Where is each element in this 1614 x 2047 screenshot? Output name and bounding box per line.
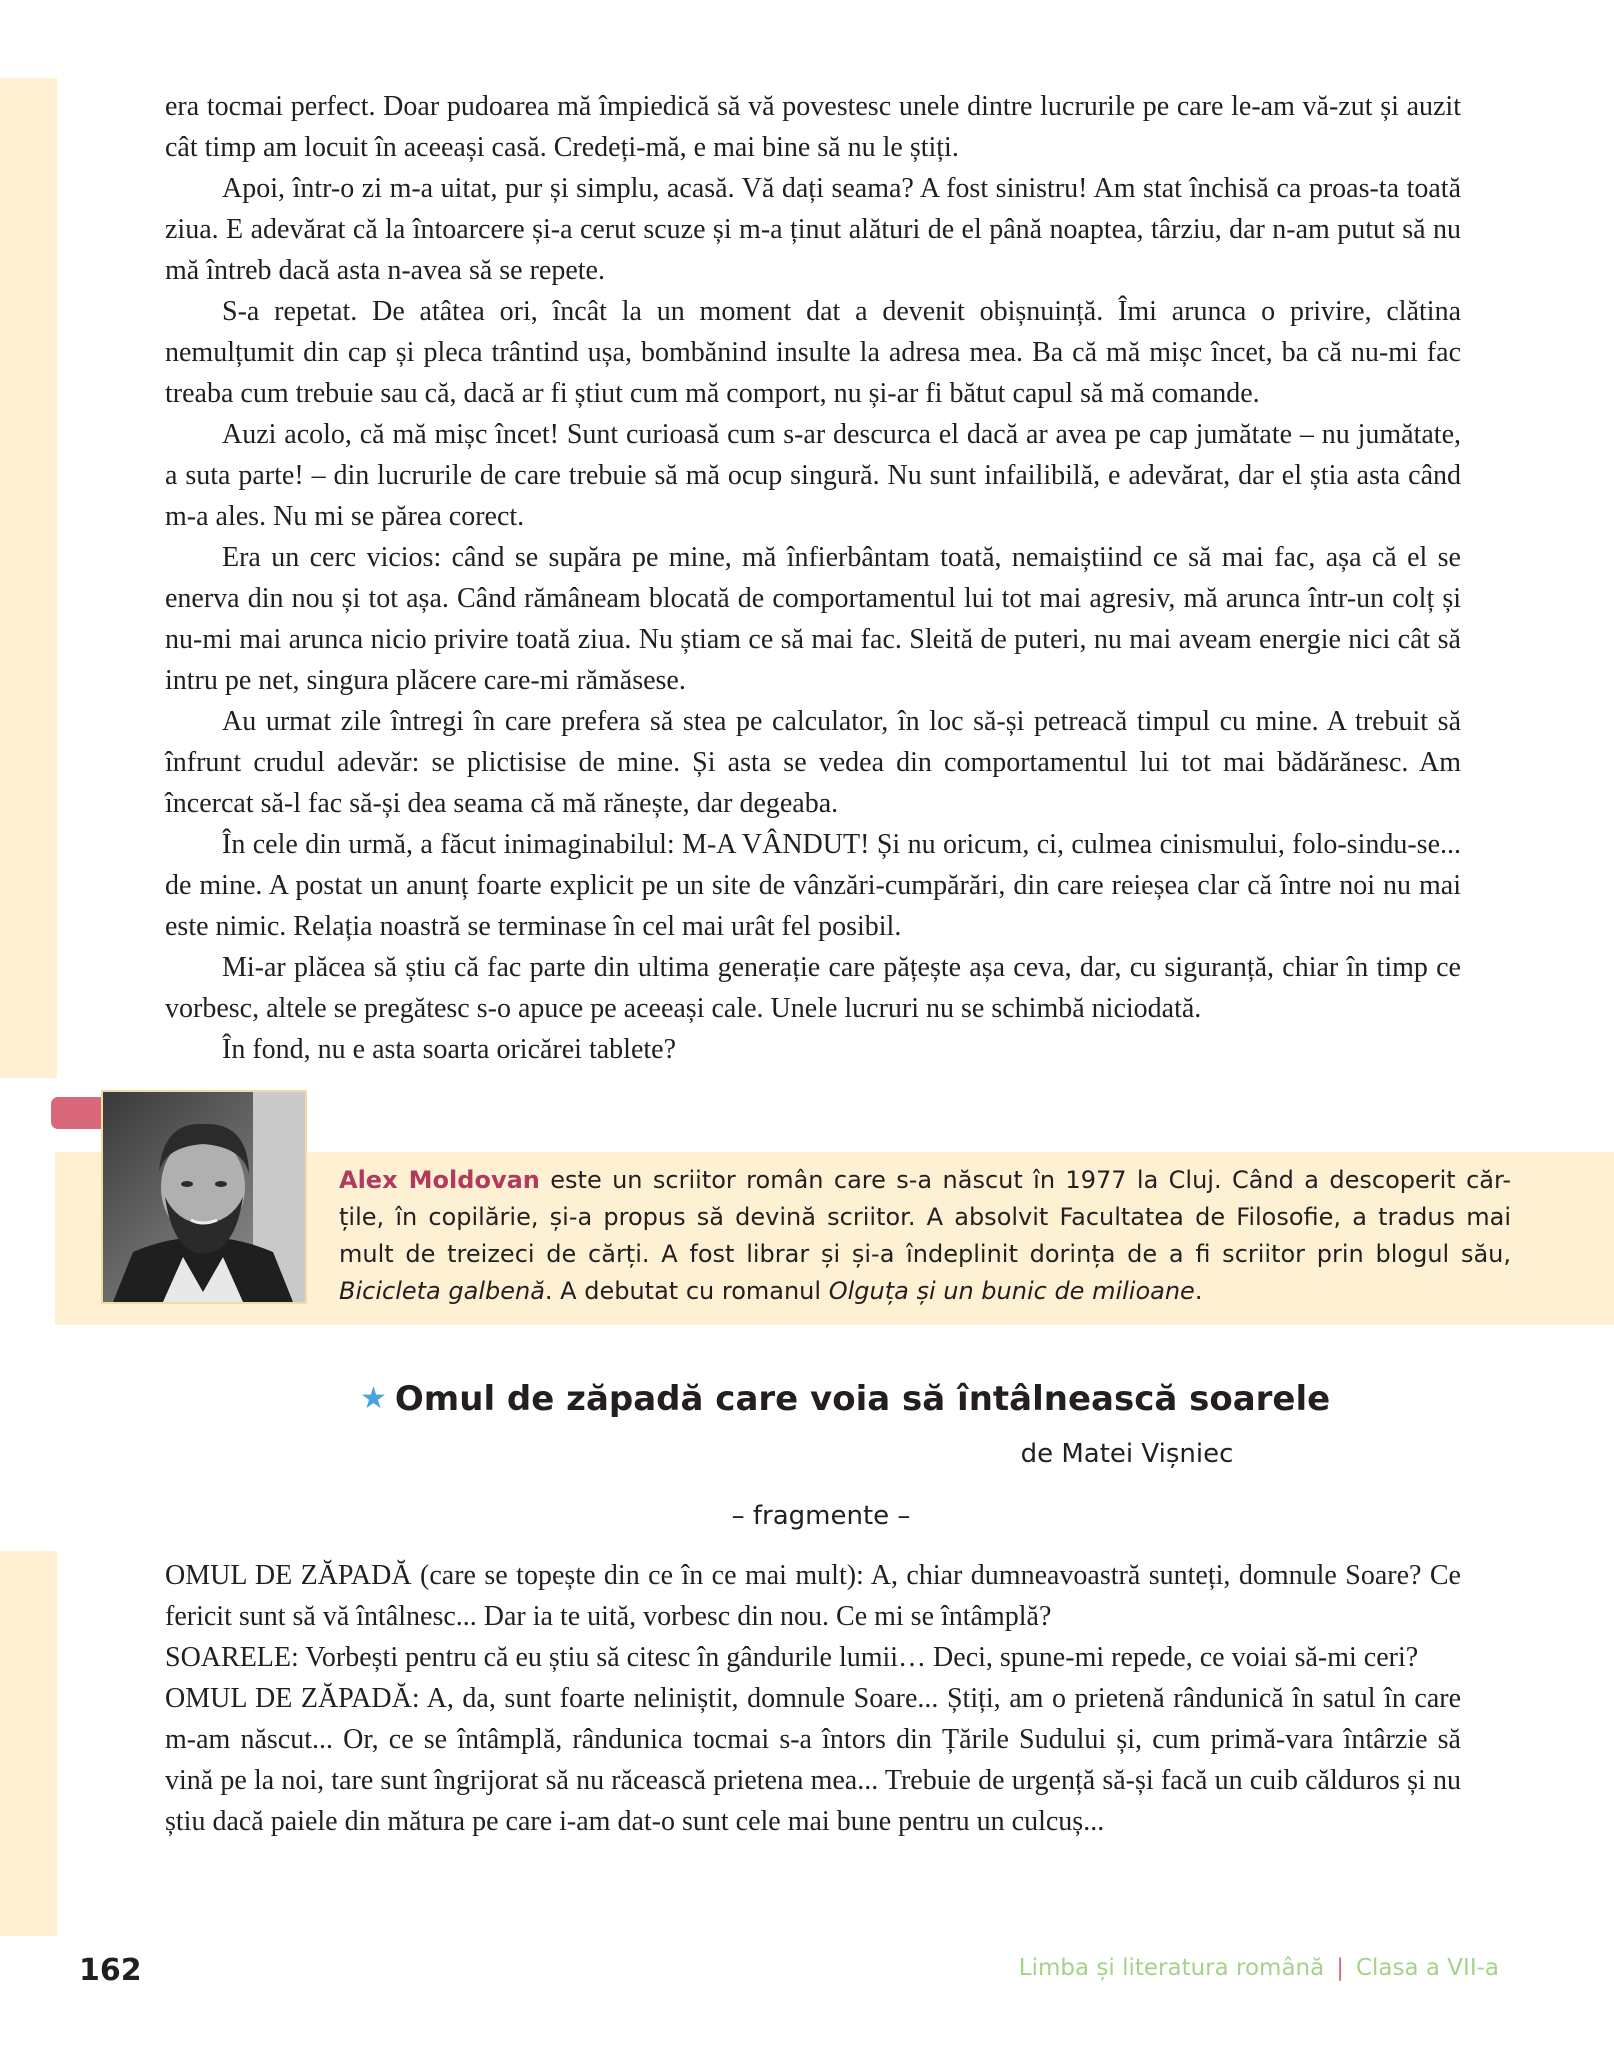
story-text xyxy=(165,86,1461,1070)
play-author: de Matei Vișniec xyxy=(1020,1439,1234,1469)
author-photo xyxy=(101,1090,307,1304)
play-line: SOARELE: Vorbești pentru că eu știu să citesc în gândurile lumii… Deci, spune-mi repede, ce voiai să-mi ceri? xyxy=(165,1642,1419,1673)
play-title xyxy=(360,1379,1360,1419)
blog-name: Bicicleta galbenă xyxy=(339,1277,545,1305)
story-paragraph: Au urmat zile întregi în care prefera să stea pe calculator, în loc să-și petreacă timpul cu mine. A trebuit să înfrunt crudul adevăr: se plictisise de mine. Și asta se vedea din comportamentul lui tot mai bădărănesc. Am încercat să-l fac să-și dea seama că mă rănește, dar degeaba. xyxy=(165,706,1461,819)
author-bio-text: . A debutat cu romanul xyxy=(544,1277,829,1305)
play-text xyxy=(165,1555,1461,1842)
story-paragraph: Era un cerc vicios: când se supăra pe mine, mă înfierbântam toată, nemaiștiind ce să mai fac, așa că el se enerva din nou și tot așa. Când rămâneam blocată de comportamentul lui tot mai agresiv, mă arunca într-un colț și nu-mi mai arunca nicio privire toată ziua. Nu știam ce să mai fac. Sleită de puteri, nu mai aveam energie nici cât să intru pe net, singura plăcere care-mi rămăsese. xyxy=(165,542,1461,696)
author-tab-marker xyxy=(51,1097,103,1129)
author-bio xyxy=(339,1162,1511,1310)
author-bio-text: este un scriitor român care s-a născut în 1977 la Cluj. Când a descoperit căr-țile, în copilărie, și-a propus să devină scriitor. A absolvit Facultatea de Filosofie, a tradus mai mult de treizeci de cărți. A fost librar și și-a îndeplinit dorința de a fi scriitor prin blogul său, xyxy=(339,1166,1511,1268)
margin-strip-bottom xyxy=(0,1551,57,1936)
footer-separator: | xyxy=(1336,1955,1344,1981)
author-name: Alex Moldovan xyxy=(339,1166,540,1194)
story-paragraph: Apoi, într-o zi m-a uitat, pur și simplu, acasă. Vă dați seama? A fost sinistru! Am stat închisă ca proas-ta toată ziua. E adevărat că la întoarcere și-a cerut scuze și m-a ținut alături de el până noaptea, târziu, dar n-am putut să nu mă întreb dacă asta n-avea să se repete. xyxy=(165,173,1461,286)
story-paragraph: În fond, nu e asta soarta oricărei tablete? xyxy=(222,1034,677,1065)
novel-name: Olguța și un bunic de milioane xyxy=(828,1277,1195,1305)
story-paragraph: S-a repetat. De atâtea ori, încât la un moment dat a devenit obișnuință. Îmi arunca o privire, clătina nemulțumit din cap și pleca trântind ușa, bombănind insulte la adresa mea. Ba că mă mișc încet, ba că nu-mi fac treaba cum trebuie sau că, dacă ar fi știut cum mă comport, nu și-ar fi bătut capul să mă comande. xyxy=(165,296,1461,409)
author-bio-end: . xyxy=(1194,1277,1203,1305)
star-icon: ★ xyxy=(360,1381,387,1416)
footer-subject-text: Limba și literatura română xyxy=(1018,1955,1325,1981)
story-paragraph: Mi-ar plăcea să știu că fac parte din ultima generație care pățește așa ceva, dar, cu siguranță, chiar în timp ce vorbesc, altele se pregătesc s-o apuce pe aceeași cale. Unele lucruri nu se schimbă niciodată. xyxy=(165,952,1461,1024)
story-paragraph: În cele din urmă, a făcut inimaginabilul: M-A VÂNDUT! Și nu oricum, ci, culmea cinismului, folo-sindu-se... de mine. A postat un anunț foarte explicit pe un site de vânzări-cumpărări, din care reieșea clar că între noi nu mai este nimic. Relația noastră se terminase în cel mai urât fel posibil. xyxy=(165,829,1461,942)
play-line: OMUL DE ZĂPADĂ: A, da, sunt foarte neliniștit, domnule Soare... Știți, am o prietenă rândunică în satul în care m-am născut... Or, ce se întâmplă, rândunica tocmai s-a întors din Țările Sudului și, cum primă-vara întârzie să vină pe la noi, tare sunt îngrijorat să nu răcească prietena mea... Trebuie de urgență să-și facă un cuib călduros și nu știu dacă paiele din mătura pe care i-am dat-o sunt cele mai bune pentru un culcuș... xyxy=(165,1683,1461,1837)
play-line: OMUL DE ZĂPADĂ (care se topește din ce în ce mai mult): A, chiar dumneavoastră sunteți, domnule Soare? Ce fericit sunt să vă întâlnesc... Dar ia te uită, vorbesc din nou. Ce mi se întâmplă? xyxy=(165,1560,1461,1632)
footer-grade: Clasa a VII-a xyxy=(1355,1955,1499,1981)
page-number: 162 xyxy=(79,1953,142,1988)
author-portrait-icon xyxy=(103,1092,305,1302)
footer-subject xyxy=(1019,1955,1499,1981)
fragment-label: – fragmente – xyxy=(731,1501,911,1531)
story-paragraph: Auzi acolo, că mă mișc încet! Sunt curioasă cum s-ar descurca el dacă ar avea pe cap jumătate – nu jumătate, a suta parte! – din lucrurile de care trebuie să mă ocup singură. Nu sunt infailibilă, e adevărat, dar el știa asta când m-a ales. Nu mi se părea corect. xyxy=(165,419,1461,532)
story-paragraph: era tocmai perfect. Doar pudoarea mă împiedică să vă povestesc unele dintre lucrurile pe care le-am vă-zut și auzit cât timp am locuit în aceeași casă. Credeți-mă, e mai bine să nu le știți. xyxy=(165,91,1461,163)
play-title-text: Omul de zăpadă care voia să întâlnească soarele xyxy=(394,1379,1331,1419)
margin-strip-top xyxy=(0,78,57,1078)
